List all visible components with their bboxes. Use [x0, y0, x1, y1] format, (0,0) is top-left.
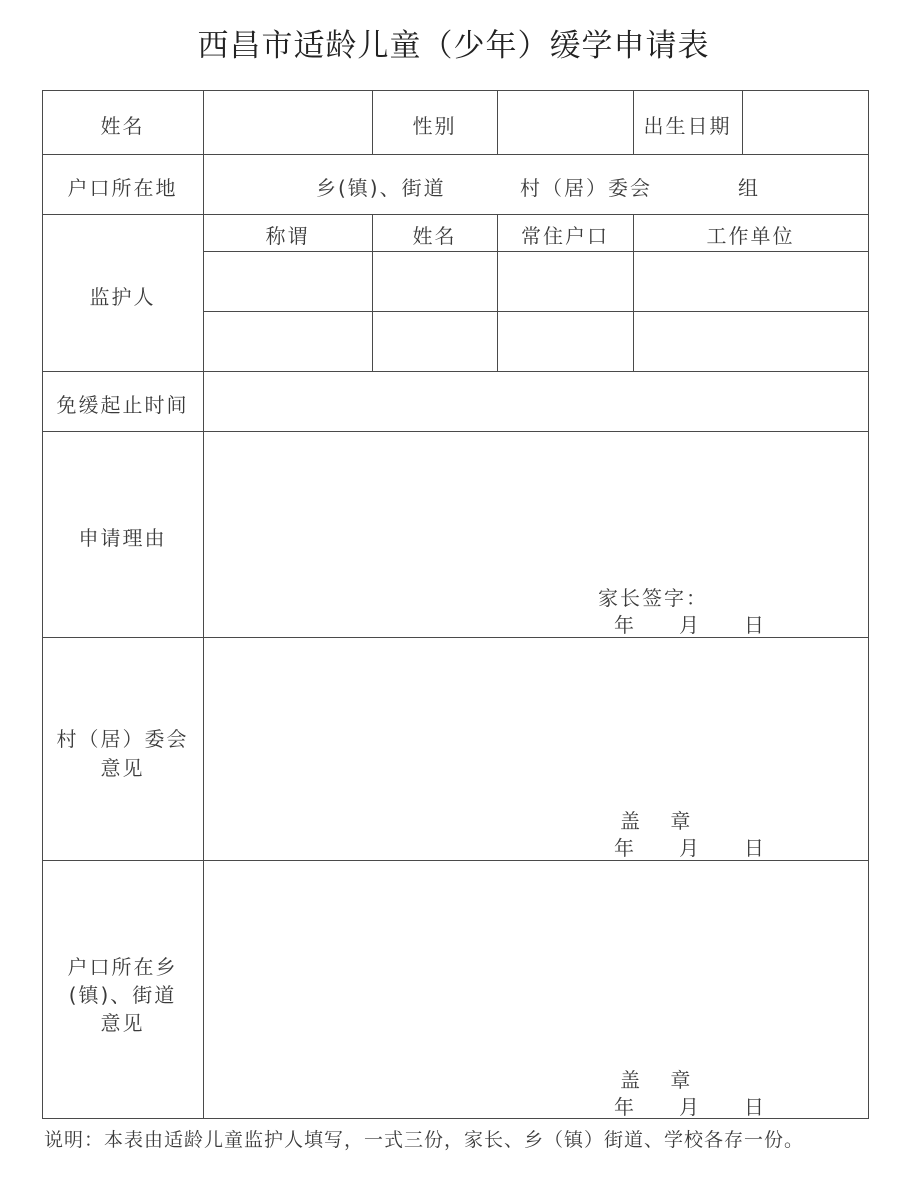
- town-opinion-label-line1: 户口所在乡: [67, 955, 178, 979]
- group-text: 组: [738, 176, 760, 200]
- table-line: [868, 90, 869, 1119]
- village-opinion-label-line1: 村（居）委会: [56, 727, 189, 751]
- village-committee-text: 村（居）委会: [520, 176, 652, 200]
- residence-label: 户口所在地: [67, 176, 178, 200]
- date-month: 月: [679, 836, 701, 860]
- date-year: 年: [614, 613, 636, 637]
- date-month: 月: [679, 613, 701, 637]
- guardian-header-name: 姓名: [412, 224, 457, 248]
- guardian-header-workplace: 工作单位: [706, 224, 795, 248]
- parent-signature-label: 家长签字：: [598, 586, 708, 610]
- date-day: 日: [744, 836, 766, 860]
- town-opinion-label-line2: (镇)、街道: [68, 983, 177, 1007]
- table-line: [497, 90, 498, 154]
- table-line: [42, 371, 869, 372]
- village-opinion-label-line2: 意见: [100, 756, 145, 780]
- guardian-header-hukou: 常住户口: [521, 224, 609, 248]
- date-year: 年: [614, 1095, 636, 1119]
- table-line: [42, 431, 869, 432]
- table-line: [742, 90, 743, 154]
- form-note: 说明：本表由适龄儿童监护人填写，一式三份，家长、乡（镇）街道、学校各存一份。: [44, 1129, 805, 1151]
- guardian-label: 监护人: [89, 285, 156, 309]
- table-line: [203, 311, 869, 312]
- town-stamp-label: 盖 章: [620, 1068, 703, 1092]
- reason-label: 申请理由: [78, 526, 167, 550]
- gender-label: 性别: [412, 114, 457, 138]
- town-opinion-label-line3: 意见: [100, 1011, 145, 1035]
- date-year: 年: [614, 836, 636, 860]
- form-title: 西昌市适龄儿童（少年）缓学申请表: [197, 28, 710, 64]
- village-stamp-label: 盖 章: [620, 809, 703, 833]
- period-label: 免缓起止时间: [56, 393, 189, 417]
- date-month: 月: [679, 1095, 701, 1119]
- table-line: [42, 214, 869, 215]
- date-day: 日: [744, 613, 766, 637]
- table-line: [42, 90, 869, 91]
- guardian-header-title: 称谓: [265, 224, 310, 248]
- table-line: [42, 154, 869, 155]
- table-line: [203, 251, 869, 252]
- birth-date-label: 出生日期: [643, 114, 732, 138]
- name-label: 姓名: [100, 114, 145, 138]
- town-street-text: 乡(镇)、街道: [316, 176, 446, 200]
- date-day: 日: [744, 1095, 766, 1119]
